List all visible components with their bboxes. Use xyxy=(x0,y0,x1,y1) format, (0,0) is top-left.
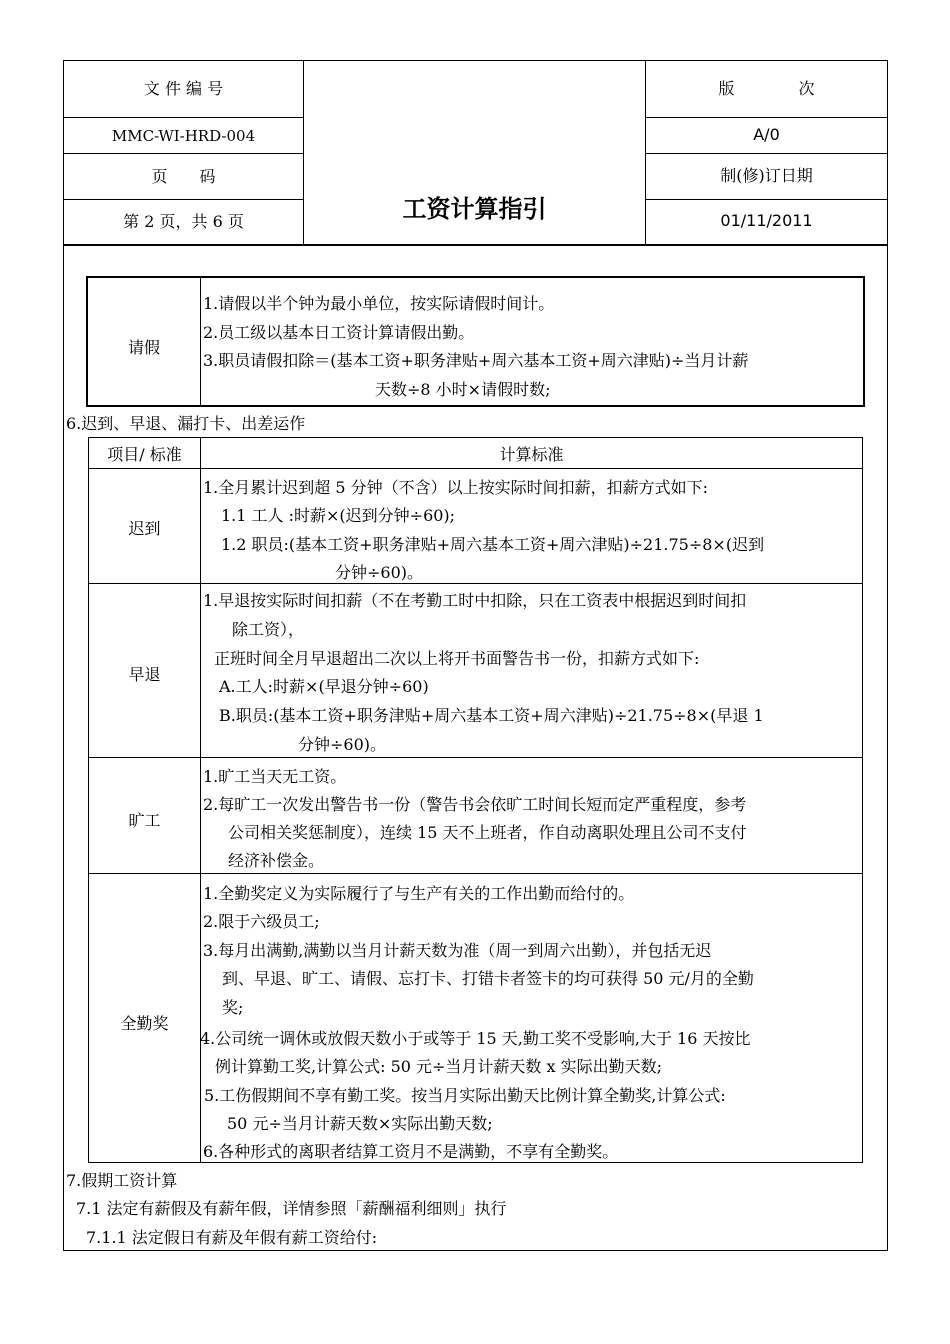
col-std-header: 计算标准 xyxy=(499,445,564,464)
bonus-line: 奖; xyxy=(222,998,244,1017)
bonus-line: 1.全勤奖定义为实际履行了与生产有关的工作出勤而给付的。 xyxy=(203,884,635,903)
late-line: 1.全月累计迟到超 5 分钟（不含）以上按实际时间扣薪，扣薪方式如下: xyxy=(203,478,709,497)
leave-label: 请假 xyxy=(127,338,160,357)
late-line: 1.1 工人 :时薪×(迟到分钟÷60); xyxy=(221,506,456,525)
version-label: 版 次 xyxy=(718,79,815,98)
section-6-title: 6.迟到、早退、漏打卡、出差运作 xyxy=(66,414,306,433)
page-title: 工资计算指引 xyxy=(402,194,547,223)
leave-line: 天数÷8 小时×请假时数; xyxy=(375,380,551,399)
leave-line: 3.职员请假扣除＝(基本工资+职务津贴+周六基本工资+周六津贴)÷当月计薪 xyxy=(203,351,749,370)
early-line: 除工资）， xyxy=(232,620,305,639)
early-line: A.工人:时薪×(早退分钟÷60) xyxy=(219,677,429,696)
col-item-header: 项目/ 标准 xyxy=(107,445,182,464)
section-7-1: 7.1 法定有薪假及有薪年假，详情参照「薪酬福利细则」执行 xyxy=(76,1199,507,1218)
early-line: 分钟÷60)。 xyxy=(298,735,387,754)
section-7-title: 7.假期工资计算 xyxy=(66,1171,178,1190)
bonus-line: 6.各种形式的离职者结算工资月不是满勤，不享有全勤奖。 xyxy=(203,1142,619,1161)
absent-line: 1.旷工当天无工资。 xyxy=(203,767,347,786)
late-line: 分钟÷60)。 xyxy=(335,563,424,582)
date-value: 01/11/2011 xyxy=(720,211,813,230)
absent-label: 旷工 xyxy=(128,811,161,830)
bonus-line: 50 元÷当月计薪天数×实际出勤天数; xyxy=(227,1114,493,1133)
section-7-1-1: 7.1.1 法定假日有薪及年假有薪工资给付: xyxy=(86,1228,378,1247)
bonus-line: 2.限于六级员工; xyxy=(203,912,320,931)
early-line: 1.早退按实际时间扣薪（不在考勤工时中扣除，只在工资表中根据迟到时间扣 xyxy=(203,591,747,610)
late-label: 迟到 xyxy=(128,519,161,538)
page-value: 第 2 页，共 6 页 xyxy=(123,212,244,231)
leave-line: 1.请假以半个钟为最小单位，按实际请假时间计。 xyxy=(203,294,555,313)
early-line: 正班时间全月早退超出二次以上将开书面警告书一份，扣薪方式如下: xyxy=(214,649,700,668)
bonus-line: 5.工伤假期间不享有勤工奖。按当月实际出勤天比例计算全勤奖,计算公式: xyxy=(204,1086,726,1105)
version-value: A/0 xyxy=(753,125,780,144)
date-label: 制(修)订日期 xyxy=(720,166,813,185)
bonus-line: 3.每月出满勤,满勤以当月计薪天数为准（周一到周六出勤），并包括无迟 xyxy=(203,941,712,960)
late-line: 1.2 职员:(基本工资+职务津贴+周六基本工资+周六津贴)÷21.75÷8×(迟到 xyxy=(221,535,765,554)
page-label: 页 码 xyxy=(151,167,216,186)
leave-line: 2.员工级以基本日工资计算请假出勤。 xyxy=(203,323,475,342)
absent-line: 公司相关奖惩制度），连续 15 天不上班者，作自动离职处理且公司不支付 xyxy=(228,823,747,842)
bonus-label: 全勤奖 xyxy=(120,1014,169,1033)
early-label: 早退 xyxy=(128,665,161,684)
doc-no-value: MMC-WI-HRD-004 xyxy=(111,127,256,145)
bonus-line: 例计算勤工奖,计算公式: 50 元÷当月计薪天数 x 实际出勤天数; xyxy=(215,1057,663,1076)
doc-no-label: 文 件 编 号 xyxy=(143,79,224,98)
absent-line: 经济补偿金。 xyxy=(228,851,325,870)
early-line: B.职员:(基本工资+职务津贴+周六基本工资+周六津贴)÷21.75÷8×(早退 1 xyxy=(219,706,764,725)
bonus-line: 4.公司统一调休或放假天数小于或等于 15 天,勤工奖不受影响,大于 16 天按比 xyxy=(200,1029,751,1048)
bonus-line: 到、早退、旷工、请假、忘打卡、打错卡者签卡的均可获得 50 元/月的全勤 xyxy=(222,969,754,988)
absent-line: 2.每旷工一次发出警告书一份（警告书会依旷工时间长短而定严重程度，参考 xyxy=(203,795,747,814)
